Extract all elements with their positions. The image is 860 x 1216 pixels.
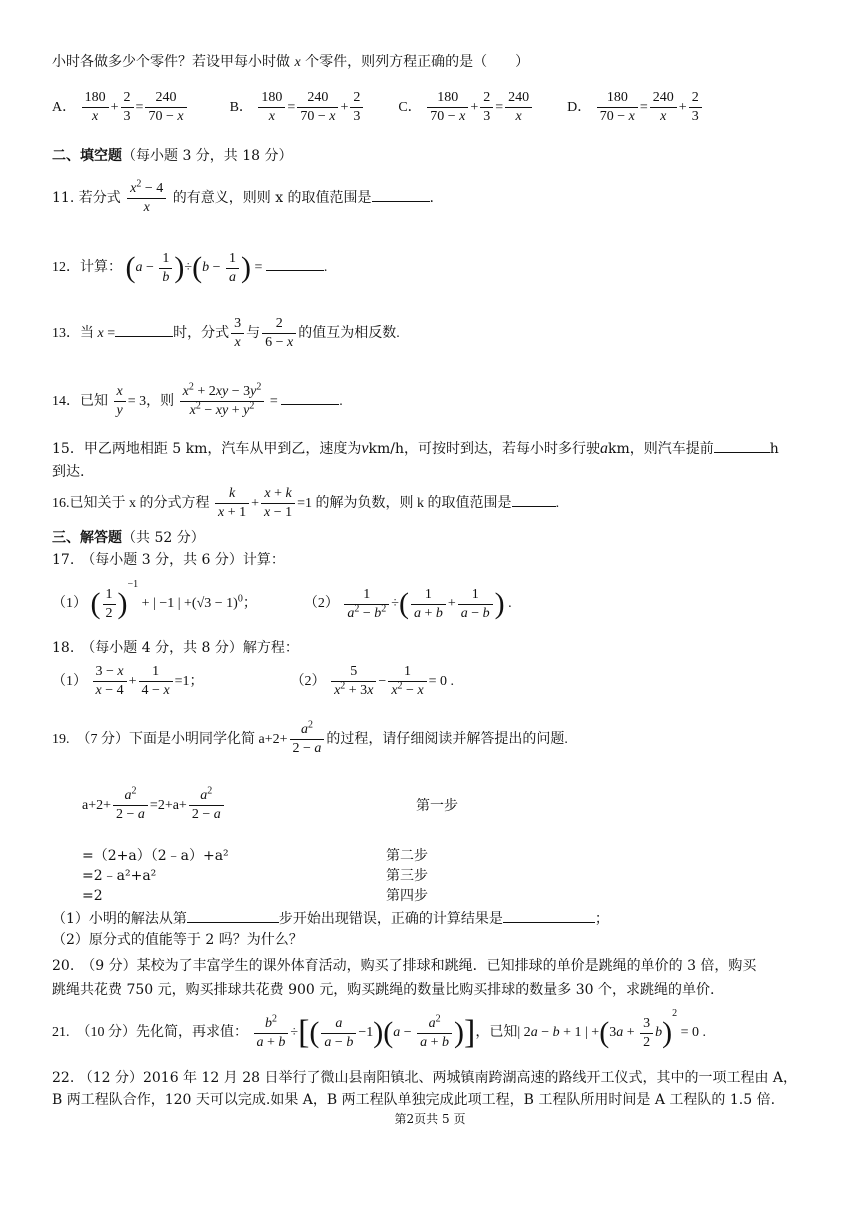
step-2: =（2+a）（2﹣a）+a² xyxy=(82,848,229,864)
question-11: 11. 若分式 $\frac{x^2 - 4}{x}$ 的有意义，则则 x 的取值范围是 . xyxy=(52,177,434,215)
question-22-line-1: 22. （12 分）2016 年 12 月 28 日举行了微山县南阳镇北、两城镇南跨湖高速的路线开工仪式，其中的一项工程由 A， xyxy=(52,1070,798,1086)
q10-stem: 小时各做多少个零件？若设甲每小时做 x 个零件，则列方程正确的是（ ） xyxy=(52,54,530,70)
question-17-parts: （1） ( $\frac{1}{2}$ )$^{-1}$ + | −1 | $+(√3 - 1)^0$； （2） $\frac{1}{a^2 - b^2}$ ÷( $\frac{1}{a + b}$ + $\frac{1}{a - b}$ ) . xyxy=(52,579,512,621)
step-1-label: 第一步 xyxy=(416,798,458,814)
question-14: 14．已知 $\frac{x}{y}$ = 3，则 $\frac{x^2 + 2xy - 3y^2}{x^2 - xy + y^2}$ = . xyxy=(52,381,343,419)
question-18-parts: （1） $\frac{3 - x}{x - 4}$ + $\frac{1}{4 - x}$ =1； （2） $\frac{5}{x^2 + 3x}$ − $\frac{1}{x^2 - x}$ = 0 . xyxy=(52,664,455,699)
section-3-heading: 三、解答题（共 52 分） xyxy=(52,530,205,546)
question-17-heading: 17. （每小题 3 分，共 6 分）计算： xyxy=(52,552,285,568)
answer-blank[interactable] xyxy=(266,256,324,271)
answer-blank[interactable] xyxy=(372,187,430,202)
answer-blank[interactable] xyxy=(187,908,279,923)
question-22-line-2: B 两工程队合作，120 天可以完成.如果 A，B 两工程队单独完成此项工程，B 工程队所用时间是 A 工程队的 1.5 倍. xyxy=(52,1092,776,1108)
question-19-heading: 19. （7 分）下面是小明同学化简 a+2+ $\frac{a^2}{2 - a}$ 的过程，请仔细阅读并解答提出的问题. xyxy=(52,719,568,757)
step-4: =2 xyxy=(82,888,103,904)
option-b: B． $\frac{180}{x}$ = $\frac{240}{70 - x}$ + $\frac{2}{3}$ xyxy=(230,100,369,115)
answer-blank[interactable] xyxy=(503,908,595,923)
question-19-sub-2: （2）原分式的值能等于 2 吗？为什么？ xyxy=(52,932,303,948)
question-20-line-2: 跳绳共花费 750 元，购买排球共花费 900 元，购买跳绳的数量比购买排球的数量多 30 个，求跳绳的单价. xyxy=(52,982,715,998)
answer-blank[interactable] xyxy=(512,492,556,507)
question-19-sub-1: （1）小明的解法从第 步开始出现错误，正确的计算结果是 ； xyxy=(52,908,609,929)
section-2-heading: 二、填空题（每小题 3 分，共 18 分） xyxy=(52,148,293,164)
answer-blank[interactable] xyxy=(714,438,770,453)
question-20-line-1: 20. （9 分）某校为了丰富学生的课外体育活动，购买了排球和跳绳．已知排球的单价是跳绳的单价的 3 倍，购买 xyxy=(52,958,757,974)
answer-blank[interactable] xyxy=(115,322,173,337)
option-c: C． $\frac{180}{70 - x}$ + $\frac{2}{3}$ = $\frac{240}{x}$ xyxy=(398,100,537,115)
question-21: 21. （10 分）先化简，再求值： $\frac{b^2}{a + b}$ ÷[( $\frac{a}{a - b}$ −1)(a − $\frac{a^2}{a + b}$ )]，已知| 2a − b + 1 | +(3a + $\frac{3}{2}$ b)$^2$ = 0 . xyxy=(52,1008,706,1051)
step-1: a+2+ $\frac{a^2}{2 - a}$ =2+a+ $\frac{a^2}{2 - a}$ xyxy=(82,786,226,826)
option-a: A． $\frac{180}{x}$ + $\frac{2}{3}$ = $\frac{240}{70 - x}$ xyxy=(52,100,192,115)
step-2-label: 第二步 xyxy=(386,848,428,864)
step-3: =2﹣a²+a² xyxy=(82,868,157,884)
question-16: 16.已知关于 x 的分式方程 $\frac{k}{x + 1}$ + $\frac{x + k}{x - 1}$ =1 的解为负数，则 k 的取值范围是 . xyxy=(52,486,560,521)
question-18-heading: 18. （每小题 4 分，共 8 分）解方程： xyxy=(52,640,299,656)
step-4-label: 第四步 xyxy=(386,888,428,904)
option-d: D． $\frac{180}{70 - x}$ = $\frac{240}{x}$ + $\frac{2}{3}$ xyxy=(567,100,704,115)
step-3-label: 第三步 xyxy=(386,868,428,884)
question-15-line-1: 15．甲乙两地相距 5 km，汽车从甲到乙，速度为vkm/h，可按时到达，若每小时多行驶akm，则汽车提前 h xyxy=(52,440,779,457)
question-15-line-2: 到达. xyxy=(52,464,85,480)
page-footer: 第2页共 5 页 xyxy=(394,1112,466,1126)
q10-options xyxy=(52,88,704,128)
question-12: 12．计算： (a − $\frac{1}{b}$ )÷(b − $\frac{1}{a}$ ) = . xyxy=(52,250,328,285)
answer-blank[interactable] xyxy=(281,390,339,405)
question-13: 13．当 x = 时，分式 $\frac{3}{x}$ 与 $\frac{2}{6 - x}$ 的值互为相反数. xyxy=(52,316,400,351)
